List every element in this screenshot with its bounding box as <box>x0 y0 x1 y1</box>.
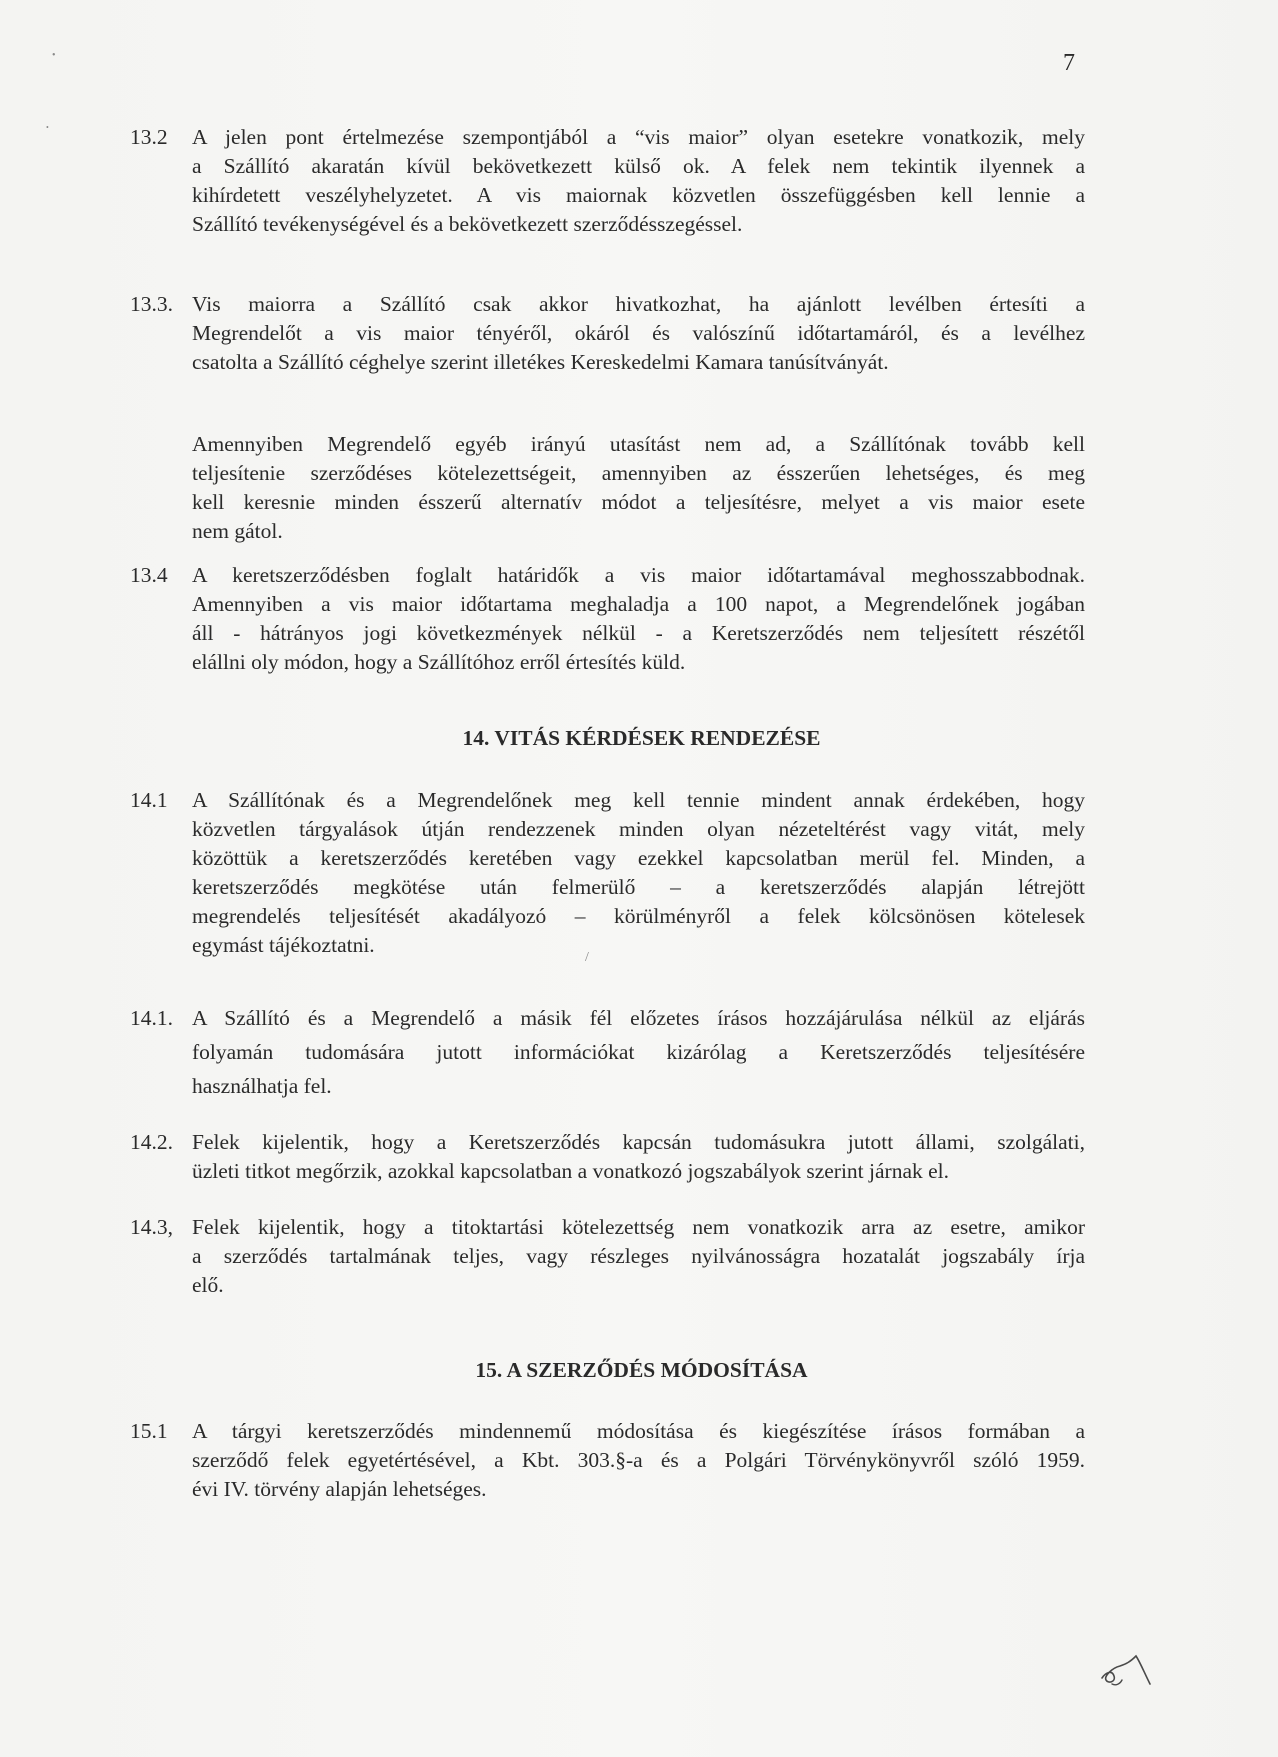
section-number: 13.2 <box>130 125 168 149</box>
heading-section-14: 14. VITÁS KÉRDÉSEK RENDEZÉSE <box>462 726 821 750</box>
text-line: folyamán tudomására jutott információkat kizárólag a Keretszerződés teljesítésére <box>192 1040 1085 1064</box>
text-line: elő. <box>192 1273 224 1297</box>
text-line: kell keresnie minden ésszerű alternatív módot a teljesítésre, melyet a vis maior esete <box>192 490 1085 514</box>
text-line: üzleti titkot megőrzik, azokkal kapcsolatban a vonatkozó jogszabályok szerint járnak el. <box>192 1159 950 1183</box>
text-line: a Szállító akaratán kívül bekövetkezett külső ok. A felek nem tekintik ilyennek a <box>192 154 1085 178</box>
section-number: 14.1 <box>130 788 168 812</box>
section-text <box>192 1213 1085 1300</box>
section-text <box>192 786 1085 960</box>
text-line: A Szállítónak és a Megrendelőnek meg kell tennie mindent annak érdekében, hogy <box>192 788 1085 812</box>
section-number: 13.4 <box>130 563 168 587</box>
heading-section-15: 15. A SZERZŐDÉS MÓDOSÍTÁSA <box>475 1358 808 1382</box>
section-number: 14.3, <box>130 1215 173 1239</box>
text-line: egymást tájékoztatni. <box>192 933 375 957</box>
text-line: A Szállító és a Megrendelő a másik fél előzetes írásos hozzájárulása nélkül az eljárás <box>192 1006 1085 1030</box>
text-line: használhatja fel. <box>192 1074 332 1098</box>
text-line: kihírdetett veszélyhelyzetet. A vis maiornak közvetlen összefüggésben kell lennie a <box>192 183 1085 207</box>
text-line: A keretszerződésben foglalt határidők a vis maior időtartamával meghosszabbodnak. <box>192 563 1085 587</box>
section-text <box>192 1001 1085 1103</box>
text-line: elállni oly módon, hogy a Szállítóhoz erről értesítés küld. <box>192 650 686 674</box>
text-line: keretszerződés megkötése után felmerülő – a keretszerződés alapján létrejött <box>192 875 1085 899</box>
text-line: Megrendelőt a vis maior tényéről, okáról és valószínű időtartamáról, és a levélhez <box>192 321 1085 345</box>
section-text <box>192 430 1085 546</box>
text-line: Amennyiben a vis maior időtartama meghaladja a 100 napot, a Megrendelőnek jogában <box>192 592 1085 616</box>
section-number: 13.3. <box>130 292 173 316</box>
text-line: megrendelés teljesítését akadályozó – körülményről a felek kölcsönösen kötelesek <box>192 904 1085 928</box>
text-line: A jelen pont értelmezése szempontjából a “vis maior” olyan esetekre vonatkozik, mely <box>192 125 1085 149</box>
stray-mark: / <box>585 950 589 965</box>
page-number: 7 <box>1063 50 1075 76</box>
scan-speck: • <box>46 123 49 132</box>
text-line: A tárgyi keretszerződés mindennemű módosítása és kiegészítése írásos formában a <box>192 1419 1085 1443</box>
text-line: teljesítenie szerződéses kötelezettségeit, amennyiben az ésszerűen lehetséges, és meg <box>192 461 1085 485</box>
text-line: közöttük a keretszerződés keretében vagy ezekkel kapcsolatban merül fel. Minden, a <box>192 846 1085 870</box>
text-line: Amennyiben Megrendelő egyéb irányú utasítást nem ad, a Szállítónak tovább kell <box>192 432 1085 456</box>
section-text <box>192 561 1085 677</box>
section-text <box>192 290 1085 377</box>
text-line: a szerződés tartalmának teljes, vagy részleges nyilvánosságra hozatalát jogszabály írja <box>192 1244 1085 1268</box>
text-line: Vis maiorra a Szállító csak akkor hivatkozhat, ha ajánlott levélben értesíti a <box>192 292 1085 316</box>
text-line: Szállító tevékenységével és a bekövetkezett szerződésszegéssel. <box>192 212 743 236</box>
text-line: szerződő felek egyetértésével, a Kbt. 303.§-a és a Polgári Törvénykönyvről szóló 1959. <box>192 1448 1085 1472</box>
section-text <box>192 1128 1085 1186</box>
text-line: évi IV. törvény alapján lehetséges. <box>192 1477 487 1501</box>
handwritten-initials-signature <box>1098 1648 1154 1692</box>
text-line: közvetlen tárgyalások útján rendezzenek minden olyan nézeteltérést vagy vitát, mely <box>192 817 1085 841</box>
text-line: áll - hátrányos jogi következmények nélkül - a Keretszerződés nem teljesített részétől <box>192 621 1085 645</box>
section-text <box>192 123 1085 239</box>
section-number: 15.1 <box>130 1419 168 1443</box>
text-line: csatolta a Szállító céghelye szerint illetékes Kereskedelmi Kamara tanúsítványát. <box>192 350 889 374</box>
text-line: Felek kijelentik, hogy a titoktartási kötelezettség nem vonatkozik arra az esetre, amikor <box>192 1215 1085 1239</box>
text-line: nem gátol. <box>192 519 283 543</box>
text-line: Felek kijelentik, hogy a Keretszerződés kapcsán tudomásukra jutott állami, szolgálati, <box>192 1130 1085 1154</box>
section-number: 14.2. <box>130 1130 173 1154</box>
scan-speck: • <box>52 50 56 61</box>
section-number: 14.1. <box>130 1006 173 1030</box>
section-text <box>192 1417 1085 1504</box>
